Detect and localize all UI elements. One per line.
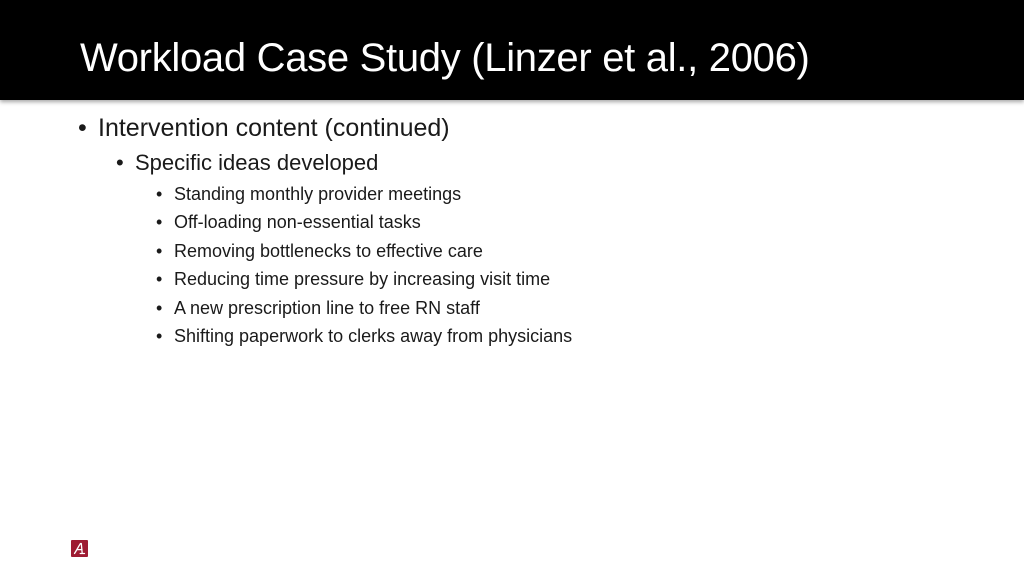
bullet-level3-text: Removing bottlenecks to effective care (174, 241, 483, 261)
bullet-level3-item (156, 297, 480, 319)
bullet-level3-item (156, 325, 572, 347)
bullet-dot-icon: • (156, 269, 163, 289)
bullet-level3-item (156, 211, 421, 233)
university-logo-icon (71, 540, 88, 557)
bullet-level3-item (156, 183, 461, 205)
bullet-level3-item (156, 240, 483, 262)
bullet-level3-text: Standing monthly provider meetings (174, 184, 462, 204)
bullet-dot-icon: • (156, 212, 163, 232)
bullet-level3-text: Reducing time pressure by increasing visit time (174, 269, 551, 289)
bullet-level3-text: Shifting paperwork to clerks away from physicians (174, 326, 573, 346)
bullet-dot-icon: • (78, 114, 87, 142)
bullet-dot-icon: • (156, 326, 163, 346)
bullet-level2-text: Specific ideas developed (135, 150, 379, 175)
bullet-level3-text: A new prescription line to free RN staff (174, 298, 480, 318)
bullet-level1-text: Intervention content (continued) (98, 114, 450, 142)
title-bar (0, 0, 1024, 100)
bullet-level2 (116, 150, 378, 176)
slide-title: Workload Case Study (Linzer et al., 2006) (80, 36, 810, 80)
bullet-dot-icon: • (116, 150, 124, 175)
bullet-level3-text: Off-loading non-essential tasks (174, 212, 421, 232)
script-a-icon (73, 542, 86, 555)
bullet-dot-icon: • (156, 184, 163, 204)
bullet-level3-item (156, 268, 550, 290)
bullet-dot-icon: • (156, 298, 163, 318)
bullet-level1 (78, 113, 450, 143)
bullet-dot-icon: • (156, 241, 163, 261)
